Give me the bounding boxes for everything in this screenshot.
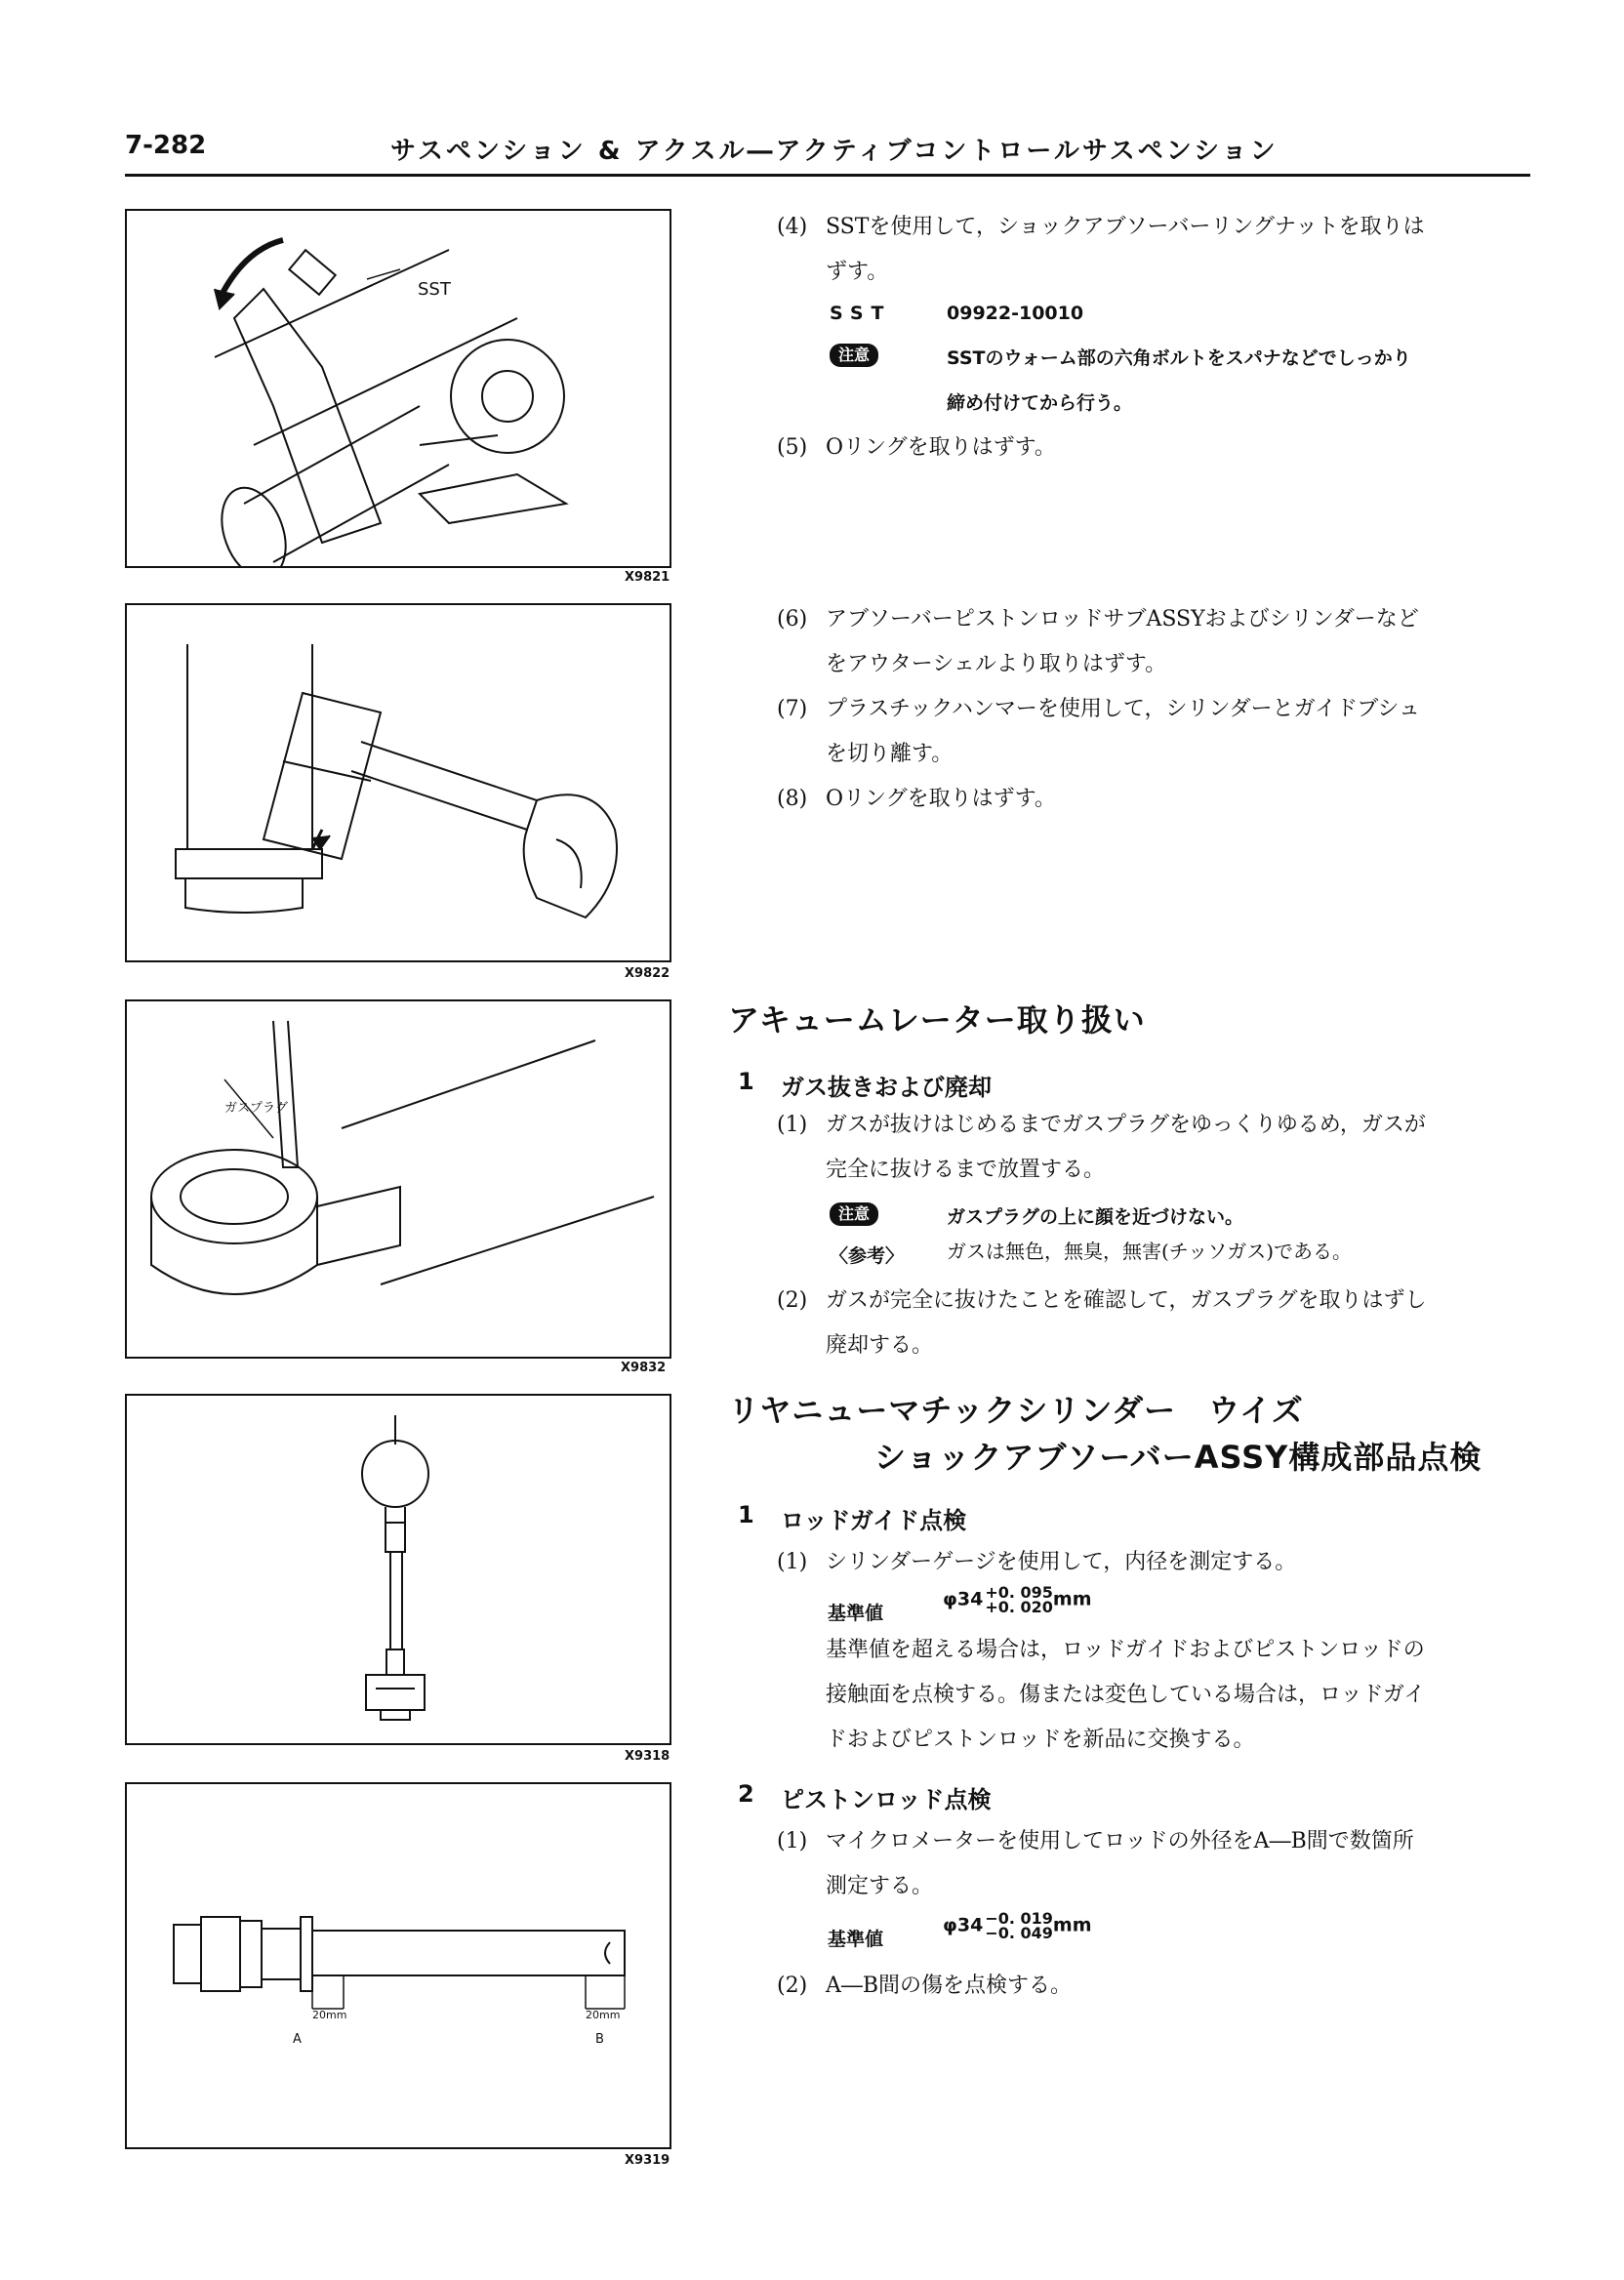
rod-guide-note-line1: 基準値を超える場合は，ロッドガイドおよびピストンロッドの [826, 1638, 1425, 1662]
figure-gas-plug [125, 999, 671, 1359]
step-6-line2: をアウターシェルより取りはずす。 [826, 652, 1167, 676]
subsection-2-title: ピストンロッド点検 [781, 1786, 992, 1813]
page-header [125, 131, 1530, 177]
subsection-1-title: ガス抜きおよび廃却 [781, 1074, 992, 1101]
section-title-accumulator: アキュームレーター取り扱い [728, 1001, 1146, 1038]
section-title-inspection-2: ショックアブソーバーASSY構成部品点検 [874, 1439, 1482, 1476]
rod-guide-step-text: シリンダーゲージを使用して，内径を測定する。 [826, 1550, 1297, 1574]
caution-badge: 注意 [830, 344, 878, 367]
dim-a: 20mm [312, 2009, 347, 2021]
subsection-2-number: 2 [738, 1780, 754, 1808]
subsection-1-title: ロッドガイド点検 [781, 1507, 967, 1534]
piston-rod-step-1-line2: 測定する。 [826, 1874, 934, 1898]
figure-id: X9832 [621, 1361, 667, 1375]
standard-value-2: φ34 −0. 019 −0. 049 mm [943, 1909, 1092, 1942]
figure-id: X9822 [625, 966, 670, 981]
step-4-line2: ずす。 [826, 260, 889, 284]
figure-id: X9319 [625, 2153, 670, 2168]
para-2-line1: ガスが完全に抜けたことを確認して，ガスプラグを取りはずし [826, 1288, 1427, 1313]
figure-hammer [125, 603, 671, 962]
step-8-text: Oリングを取りはずす。 [826, 787, 1056, 811]
piston-rod-step-1-line1: マイクロメーターを使用してロッドの外径をA―B間で数箇所 [826, 1829, 1414, 1853]
figure-piston-rod [125, 1782, 671, 2149]
caution-1-line2: 締め付けてから行う。 [947, 392, 1133, 414]
sst-label: SST [830, 303, 892, 324]
step-5-text: Oリングを取りはずす。 [826, 435, 1056, 460]
piston-rod-step-1-number: (1) [777, 1829, 808, 1853]
para-1-line1: ガスが抜けはじめるまでガスプラグをゆっくりゆるめ，ガスが [826, 1113, 1426, 1137]
caution-badge: 注意 [830, 1202, 878, 1226]
step-6-line1: アブソーバーピストンロッドサブASSYおよびシリンダーなど [826, 607, 1419, 631]
step-7-line2: を切り離す。 [826, 742, 954, 766]
piston-rod-step-2-text: A―B間の傷を点検する。 [826, 1974, 1073, 1998]
point-b-label: B [595, 2032, 604, 2047]
step-5-number: (5) [777, 435, 808, 460]
figure-id: X9821 [625, 570, 670, 585]
dim-b: 20mm [586, 2009, 621, 2021]
figure-id: X9318 [625, 1749, 670, 1764]
rod-guide-note-line2: 接触面を点検する。傷または変色している場合は，ロッドガイ [826, 1683, 1426, 1707]
step-4-line1: SSTを使用して，ショックアブソーバーリングナットを取りは [826, 215, 1425, 239]
para-1-number: (1) [777, 1113, 808, 1137]
para-2-number: (2) [777, 1288, 808, 1313]
rod-guide-step-number: (1) [777, 1550, 808, 1574]
step-6-number: (6) [777, 607, 808, 631]
sst-value: 09922-10010 [947, 303, 1084, 324]
reference-text: ガスは無色，無臭，無害(チッソガス)である。 [947, 1240, 1353, 1263]
gas-plug-label: ガスプラグ [224, 1101, 289, 1116]
step-8-number: (8) [777, 787, 808, 811]
sst-label: SST [418, 279, 451, 300]
caution-2-text: ガスプラグの上に顔を近づけない。 [947, 1206, 1244, 1228]
standard-value-label: 基準値 [828, 1603, 884, 1624]
figure-cylinder-gauge [125, 1394, 671, 1745]
step-4-number: (4) [777, 215, 808, 239]
step-7-line1: プラスチックハンマーを使用して，シリンダーとガイドブシュ [826, 697, 1420, 721]
chapter-title: サスペンション & アクスル―アクティブコントロールサスペンション [390, 137, 1279, 166]
rod-guide-note-line3: ドおよびピストンロッドを新品に交換する。 [826, 1728, 1255, 1752]
caution-1-line1: SSTのウォーム部の六角ボルトをスパナなどでしっかり [947, 347, 1411, 369]
para-2-line2: 廃却する。 [826, 1333, 934, 1358]
piston-rod-step-2-number: (2) [777, 1974, 808, 1998]
page-number: 7-282 [125, 131, 207, 160]
subsection-1-number: 1 [738, 1501, 754, 1528]
reference-label: 〈参考〉 [830, 1245, 905, 1267]
step-7-number: (7) [777, 697, 808, 721]
section-title-inspection-1: リヤニューマチックシリンダー ウイズ [728, 1392, 1304, 1429]
figure-sst-wrench [125, 209, 671, 568]
para-1-line2: 完全に抜けるまで放置する。 [826, 1158, 1106, 1182]
subsection-1-number: 1 [738, 1068, 754, 1095]
standard-value-label: 基準値 [828, 1929, 884, 1950]
point-a-label: A [293, 2032, 302, 2047]
standard-value-1: φ34 +0. 095 +0. 020 mm [943, 1583, 1092, 1616]
